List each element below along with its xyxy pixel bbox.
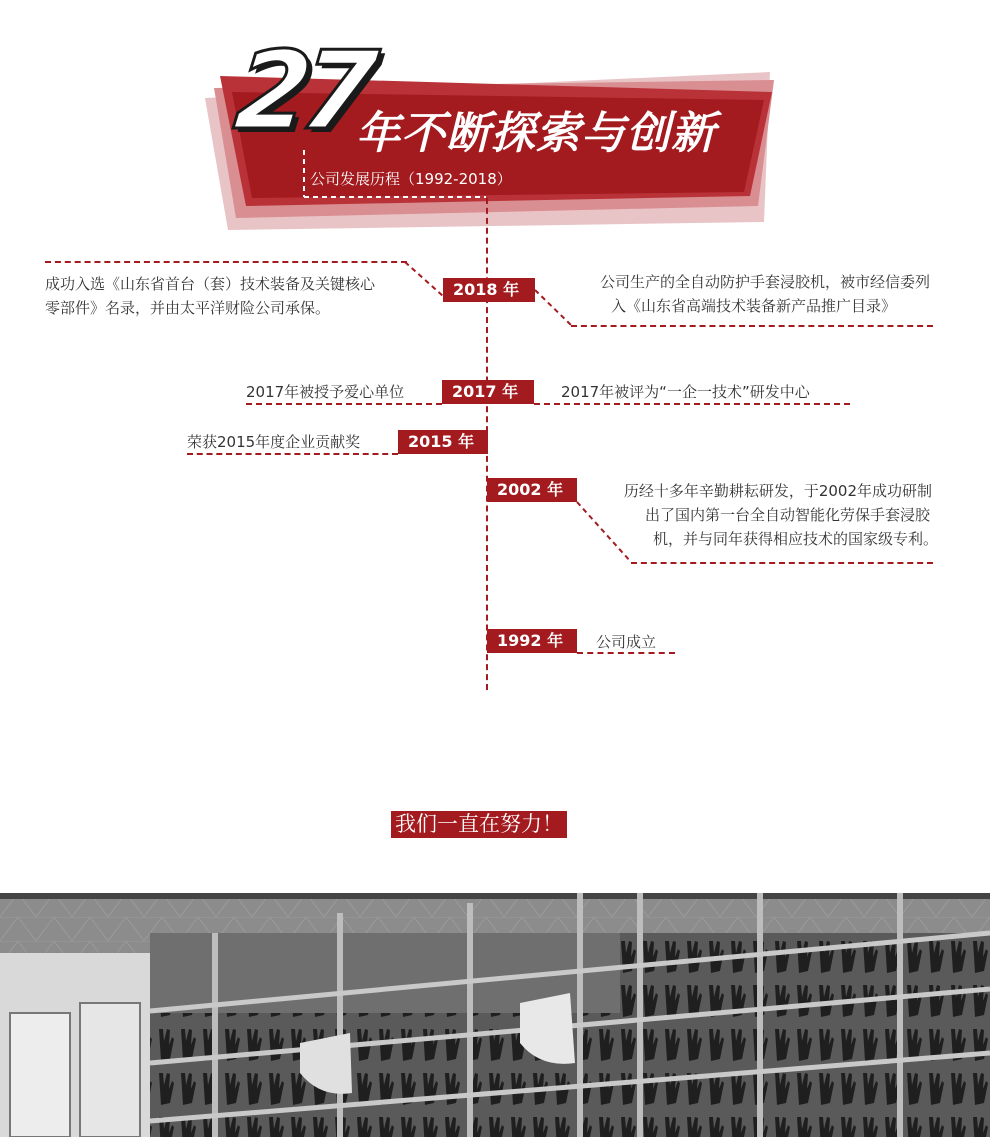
year-badge-2002: 2002 年 [487,478,577,502]
entry-2002-line1: 历经十多年辛勤耕耘研发，于2002年成功研制 [623,482,932,500]
year-badge-2015: 2015 年 [398,430,488,454]
banner-title: 年不断探索与创新 [356,108,716,159]
banner-subtitle: 公司发展历程（1992-2018） [310,170,512,188]
connector-line-2018-left [45,261,407,263]
year-badge-2018: 2018 年 [443,278,535,302]
factory-photo [0,893,990,1137]
entry-2017-right: 2017年被评为“一企一技术”研发中心 [561,383,810,401]
year-badge-1992: 1992 年 [487,629,577,653]
year-badge-2017: 2017 年 [442,380,534,404]
entry-2002-line3: 机，并与同年获得相应技术的国家级专利。 [652,530,938,548]
years-number: 27 [229,29,373,154]
connector-line-2015-left [187,453,398,455]
connector-line-2017-left [246,403,442,405]
entry-2018-left-line1: 成功入选《山东省首台（套）技术装备及关键核心 [45,275,376,293]
connector-diagonal-2018-left [405,260,445,300]
entry-1992-right: 公司成立 [596,633,657,651]
entry-2018-right-line1: 公司生产的全自动防护手套浸胶机，被市经信委列 [599,273,930,291]
entry-2017-left: 2017年被授予爱心单位 [246,383,405,401]
slogan-banner: 我们一直在努力！ [391,811,567,838]
entry-2015-left: 荣获2015年度企业贡献奖 [187,433,361,451]
connector-line-2018-right [571,325,933,327]
connector-line-2002-right [631,562,933,564]
entry-2018-left-line2: 零部件》名录，并由太平洋财险公司承保。 [45,299,331,317]
entry-2002-line2: 出了国内第一台全自动智能化劳保手套浸胶 [644,506,930,524]
header-banner [0,0,990,240]
entry-2018-right-line2: 入《山东省高端技术装备新产品推广目录》 [610,297,896,315]
